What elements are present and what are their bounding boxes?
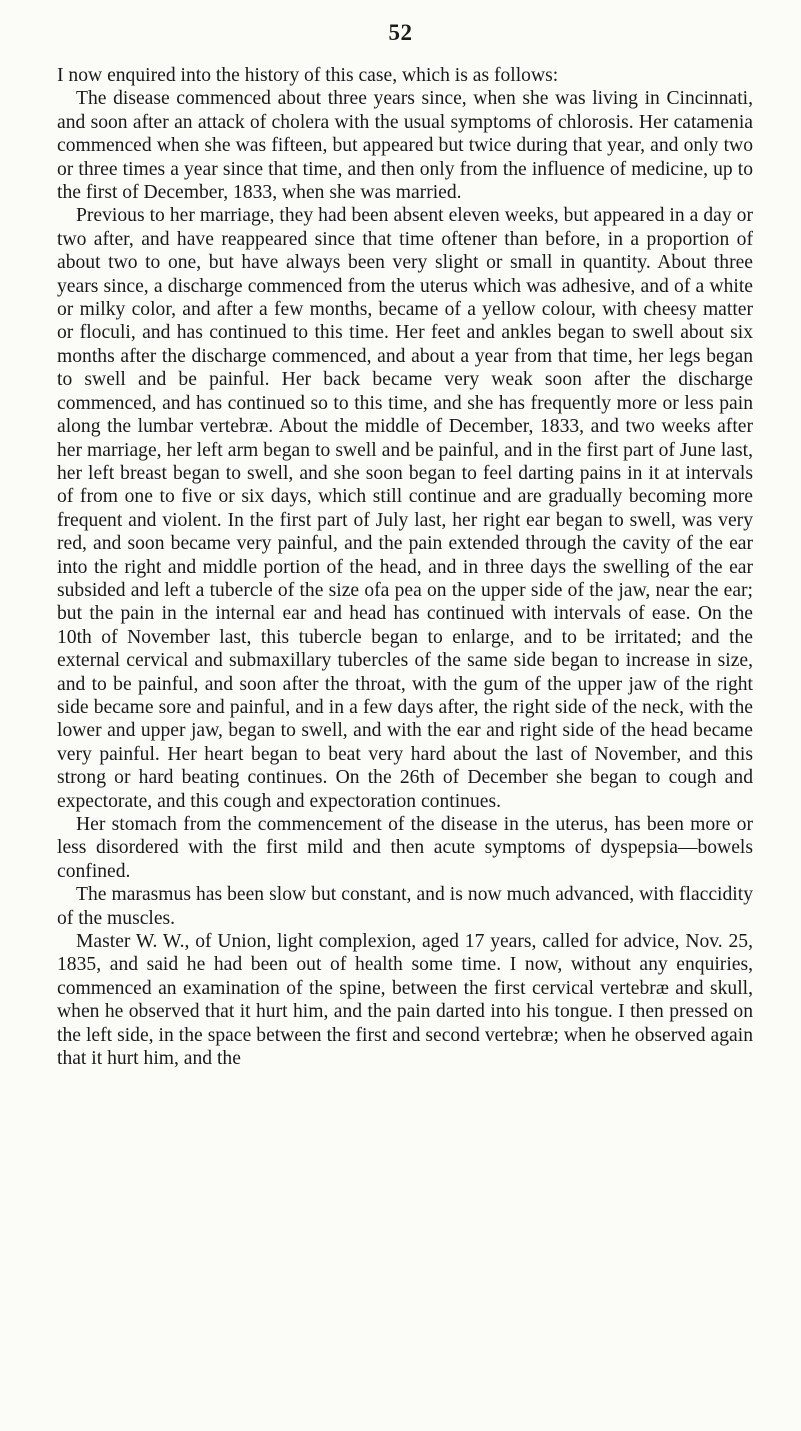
- page-number: 52: [388, 20, 413, 45]
- paragraph-master-ww: Master W. W., of Union, light complexion, aged 17 years, called for advice, Nov. 25, 1835, and said he had been out of health some time. I now, without any enquiries, commenced an examination of the spine, between the first cervical vertebræ and skull, when he observed that it hurt him, and the pain darted into his tongue. I then pressed on the left side, in the space between the first and second vertebræ; when he observed again that it hurt him, and the: [57, 931, 753, 1070]
- paragraph-disease-onset: The disease commenced about three years since, when she was living in Cincinnati, and soon after an attack of cholera with the usual symptoms of chlorosis. Her catamenia commenced when she was fifteen, but appeared but twice during that year, and only two or three times a year since that time, and then only from the influence of medicine, up to the first of December, 1833, when she was married.: [57, 88, 753, 204]
- paragraph-symptom-history: Previous to her marriage, they had been absent eleven weeks, but appeared in a day or two after, and have reappeared since that time oftener than before, in a proportion of about two to one, but have always been very slight or small in quantity. About three years since, a discharge commenced from the uterus which was adhesive, and of a white or milky color, and after a few months, became of a yellow colour, with cheesy matter or floculi, and has continued to this time. Her feet and ankles began to swell about six months after the discharge commenced, and about a year from that time, her legs began to swell and be painful. Her back became very weak soon after the discharge commenced, and has continued so to this time, and she has frequently more or less pain along the lumbar vertebræ. About the middle of December, 1833, and two weeks after her marriage, her left arm began to swell and be painful, and in the first part of June last, her left breast began to swell, and she soon began to feel darting pains in it at intervals of from one to five or six days, which still continue and are gradually becoming more frequent and violent. In the first part of July last, her right ear began to swell, was very red, and soon became very painful, and the pain extended through the cavity of the ear into the right and middle portion of the head, and in three days the swelling of the ear subsided and left a tubercle of the size ofa pea on the upper side of the jaw, near the ear; but the pain in the internal ear and head has continued with intervals of ease. On the 10th of November last, this tubercle began to enlarge, and to be irritated; and the external cervical and submaxillary tubercles of the same side began to increase in size, and to be painful, and soon after the throat, with the gum of the upper jaw of the right side became sore and painful, and in a few days after, the right side of the neck, with the lower and upper jaw, began to swell, and with the ear and right side of the head became very painful. Her heart began to beat very hard about the last of November, and this strong or hard beating continues. On the 26th of December she began to cough and expectorate, and this cough and expectoration continues.: [57, 205, 753, 812]
- paragraph-stomach: Her stomach from the commencement of the disease in the uterus, has been more or less disordered with the first mild and then acute symptoms of dyspepsia—bowels confined.: [57, 814, 753, 882]
- paragraph-marasmus: The marasmus has been slow but constant, and is now much advanced, with flaccidity of the muscles.: [57, 884, 753, 929]
- paragraph-intro: I now enquired into the history of this case, which is as follows:: [57, 65, 559, 86]
- page-body: [57, 64, 753, 1070]
